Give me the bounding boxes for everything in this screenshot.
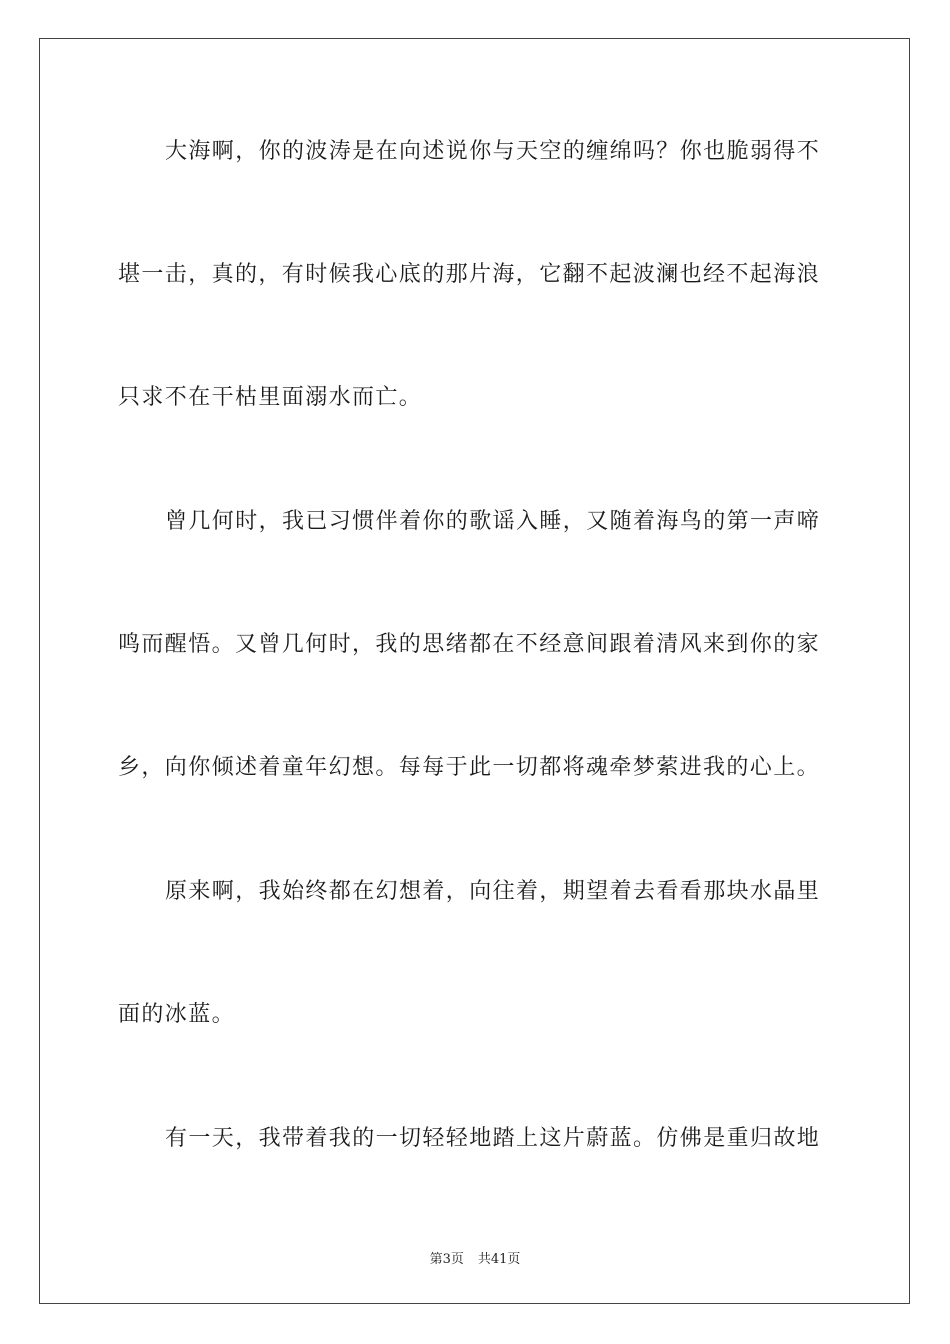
page-footer: [0, 1248, 950, 1267]
paragraph-1-line-2: 堪一击，真的，有时候我心底的那片海，它翻不起波澜也经不起海浪: [118, 262, 821, 287]
paragraph-4-line-1: 有一天，我带着我的一切轻轻地踏上这片蔚蓝。仿佛是重归故地: [165, 1126, 821, 1151]
page-number: 第3页: [429, 1252, 464, 1267]
paragraph-3-line-1: 原来啊，我始终都在幻想着，向往着，期望着去看看那块水晶里: [165, 879, 821, 904]
page-total: 共41页: [477, 1252, 521, 1267]
paragraph-1-line-3: 只求不在干枯里面溺水而亡。: [118, 385, 423, 410]
paragraph-3-line-2: 面的冰蓝。: [118, 1002, 236, 1027]
paragraph-2-line-2: 鸣而醒悟。又曾几何时，我的思绪都在不经意间跟着清风来到你的家: [118, 632, 821, 657]
page-border: [39, 38, 910, 1304]
paragraph-1-line-1: 大海啊，你的波涛是在向述说你与天空的缠绵吗？你也脆弱得不: [165, 139, 821, 164]
paragraph-2-line-3: 乡，向你倾述着童年幻想。每每于此一切都将魂牵梦萦进我的心上。: [118, 755, 821, 780]
paragraph-2-line-1: 曾几何时，我已习惯伴着你的歌谣入睡，又随着海鸟的第一声啼: [165, 509, 821, 534]
